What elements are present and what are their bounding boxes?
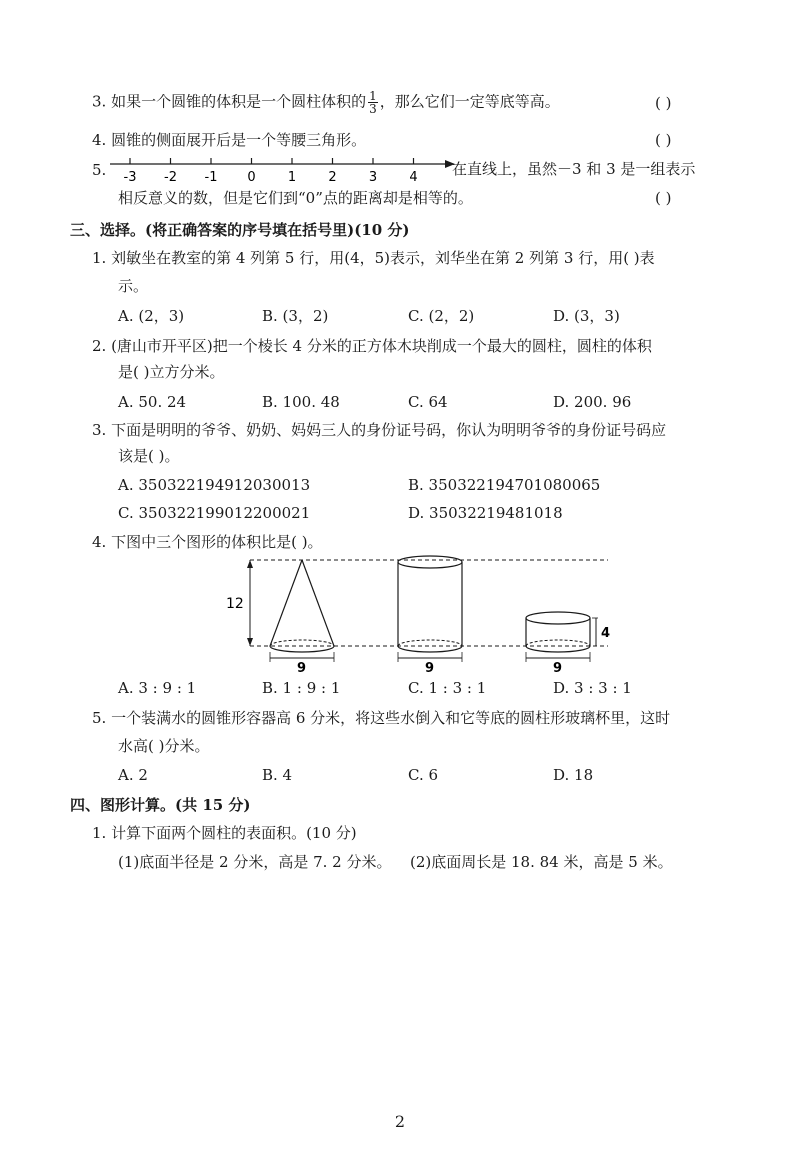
option-b[interactable]: B. (3，2) <box>262 307 329 325</box>
s3-q2-line2: 是( )立方分米。 <box>118 363 225 381</box>
s3-q1-line2: 示。 <box>118 277 149 295</box>
tick-label: 4 <box>409 170 418 185</box>
option-b[interactable]: B. 100. 48 <box>262 393 340 411</box>
judge-q4: 4. 圆锥的侧面展开后是一个等腰三角形。 <box>92 131 367 149</box>
s3-q5-line1: 5. 一个装满水的圆锥形容器高 6 分米，将这些水倒入和它等底的圆柱形玻璃杯里，这时 <box>92 709 671 727</box>
section3-heading: 三、选择。(将正确答案的序号填在括号里)(10 分) <box>70 221 410 239</box>
short-cylinder-base-label: 9 <box>553 661 563 674</box>
answer-paren[interactable]: ( ) <box>655 94 672 112</box>
s3-q3-line2: 该是( )。 <box>118 447 180 465</box>
cone-base-label: 9 <box>297 661 307 674</box>
s4-q1: 1. 计算下面两个圆柱的表面积。(10 分) <box>92 824 357 842</box>
option-b[interactable]: B. 350322194701080065 <box>408 476 601 494</box>
judge-q5-text-a: 在直线上，虽然－3 和 3 是一组表示 <box>452 160 696 178</box>
s3-q2-line1: 2. (唐山市开平区)把一个棱长 4 分米的正方体木块削成一个最大的圆柱，圆柱的体积 <box>92 337 652 355</box>
s4-sub1: (1)底面半径是 2 分米，高是 7. 2 分米。 <box>118 853 392 871</box>
s3-q5-line2: 水高( )分米。 <box>118 737 210 755</box>
tick-label: 0 <box>247 170 256 185</box>
option-c[interactable]: C. 1 : 3 : 1 <box>408 679 487 697</box>
section4-heading: 四、图形计算。(共 15 分) <box>70 796 251 814</box>
option-a[interactable]: A. 2 <box>118 766 148 784</box>
option-a[interactable]: A. 350322194912030013 <box>118 476 311 494</box>
answer-paren[interactable]: ( ) <box>655 131 672 149</box>
height-label-12: 12 <box>226 596 244 612</box>
tall-cylinder-shape <box>398 556 462 652</box>
option-b[interactable]: B. 1 : 9 : 1 <box>262 679 341 697</box>
answer-paren[interactable]: ( ) <box>655 189 672 207</box>
cylinder-base-label: 9 <box>425 661 435 674</box>
option-d[interactable]: D. (3，3) <box>553 307 620 325</box>
volume-figure <box>220 552 620 674</box>
tick-label: 1 <box>287 170 297 185</box>
short-height-label: 4 <box>601 626 611 641</box>
tick-label: 2 <box>328 170 337 185</box>
judge-q5-number: 5. <box>92 161 107 179</box>
s3-q4-line1: 4. 下图中三个图形的体积比是( )。 <box>92 533 323 551</box>
option-d[interactable]: D. 18 <box>553 766 594 784</box>
option-c[interactable]: C. (2，2) <box>408 307 475 325</box>
judge-q5-text-b: 相反意义的数，但是它们到“0”点的距离却是相等的。 <box>118 189 473 207</box>
option-b[interactable]: B. 4 <box>262 766 293 784</box>
option-d[interactable]: D. 35032219481018 <box>408 504 563 522</box>
option-d[interactable]: D. 200. 96 <box>553 393 632 411</box>
option-a[interactable]: A. (2，3) <box>118 307 185 325</box>
tick-label: -3 <box>123 170 137 185</box>
fraction: $\frac{1}{3}$ <box>369 89 377 116</box>
option-d[interactable]: D. 3 : 3 : 1 <box>553 679 632 697</box>
tick-label: -1 <box>204 170 218 185</box>
option-a[interactable]: A. 3 : 9 : 1 <box>118 679 197 697</box>
number-line <box>110 152 455 186</box>
option-c[interactable]: C. 350322199012200021 <box>118 504 311 522</box>
tick-label: -2 <box>164 170 177 185</box>
option-c[interactable]: C. 6 <box>408 766 439 784</box>
option-a[interactable]: A. 50. 24 <box>118 393 187 411</box>
s3-q3-line1: 3. 下面是明明的爷爷、奶奶、妈妈三人的身份证号码，你认为明明爷爷的身份证号码应 <box>92 421 667 439</box>
tick-label: 3 <box>368 170 378 185</box>
option-c[interactable]: C. 64 <box>408 393 448 411</box>
judge-q3: 3. 如果一个圆锥的体积是一个圆柱体积的 $\frac{1}{3}$ ，那么它们一定等底等高。 <box>92 89 560 116</box>
s4-sub2: (2)底面周长是 18. 84 米，高是 5 米。 <box>410 853 673 871</box>
page-number: 2 <box>394 1112 406 1131</box>
number-line-ticks <box>124 158 418 185</box>
cone-shape <box>270 560 334 652</box>
s3-q1-line1: 1. 刘敏坐在教室的第 4 列第 5 行，用(4，5)表示，刘华坐在第 2 列第 3 行，用( )表 <box>92 249 655 267</box>
